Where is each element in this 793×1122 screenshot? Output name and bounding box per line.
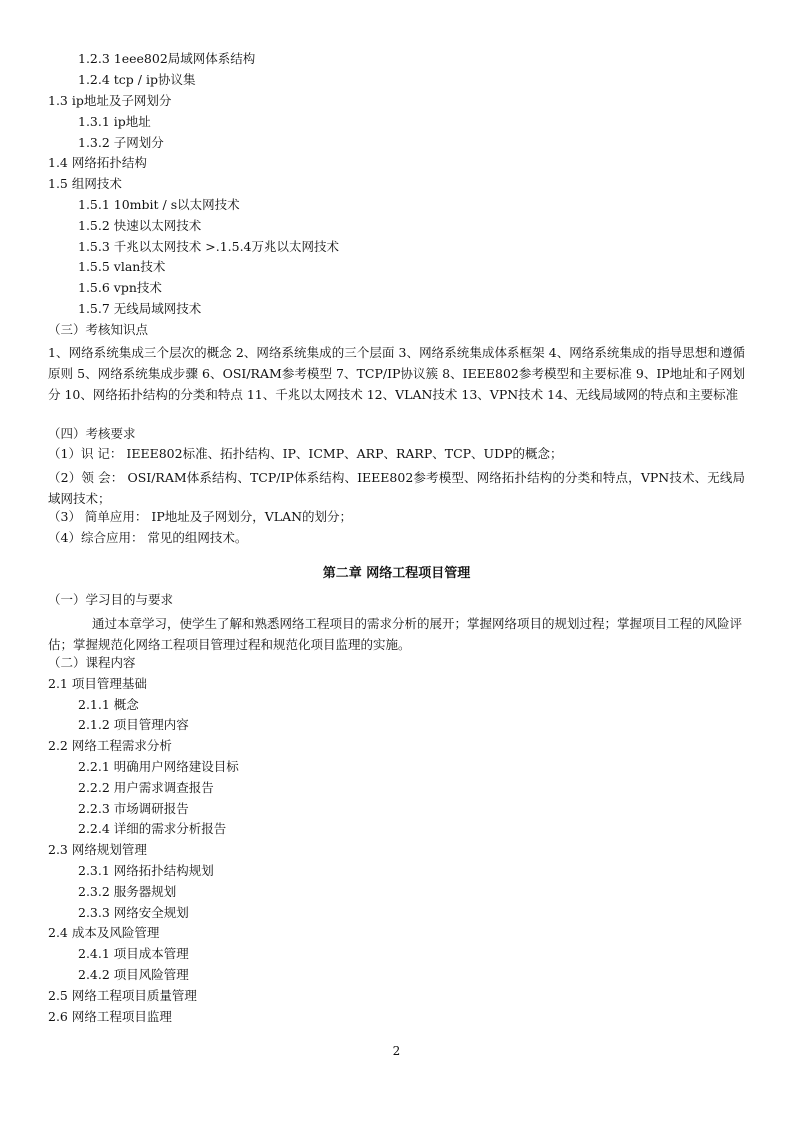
toc-item-2-5: 2.5 网络工程项目质量管理 <box>48 988 197 1003</box>
knowledge-heading: （三）考核知识点 <box>48 322 149 337</box>
toc-item-2-3-1: 2.3.1 网络拓扑结构规划 <box>78 863 214 878</box>
toc-item-1-5-5: 1.5.5 vlan技术 <box>78 259 166 274</box>
toc-item-2-2-1: 2.2.1 明确用户网络建设目标 <box>78 759 239 774</box>
page-number: 2 <box>392 1044 401 1058</box>
toc-item-2-2-4: 2.2.4 详细的需求分析报告 <box>78 821 227 836</box>
toc-item-1-5-6: 1.5.6 vpn技术 <box>78 280 162 295</box>
toc-item-1-5-7: 1.5.7 无线局域网技术 <box>78 301 202 316</box>
requirements-heading: （四）考核要求 <box>48 426 136 441</box>
toc-item-2-1-1: 2.1.1 概念 <box>78 697 139 712</box>
requirement-memorize: （1）识 记： IEEE802标准、拓扑结构、IP、ICMP、ARP、RARP、TCP、UDP的概念； <box>48 446 563 461</box>
toc-item-1-2-4: 1.2.4 tcp / ip协议集 <box>78 72 196 87</box>
toc-item-2-1: 2.1 项目管理基础 <box>48 676 147 691</box>
toc-item-2-3: 2.3 网络规划管理 <box>48 842 147 857</box>
toc-item-2-4-2: 2.4.2 项目风险管理 <box>78 967 189 982</box>
purpose-paragraph: 通过本章学习，使学生了解和熟悉网络工程项目的需求分析的展开；掌握网络项目的规划过程；掌握项目工程的风险评估；掌握规范化网络工程项目管理过程和规范化项目监理的实施。 <box>48 616 743 652</box>
chapter-2-title: 第二章 网络工程项目管理 <box>322 566 471 581</box>
toc-item-2-1-2: 2.1.2 项目管理内容 <box>78 717 189 732</box>
toc-item-1-5: 1.5 组网技术 <box>48 176 122 191</box>
toc-item-1-5-1: 1.5.1 10mbit / s以太网技术 <box>78 197 240 212</box>
toc-item-1-4: 1.4 网络拓扑结构 <box>48 155 147 170</box>
toc-item-2-2-2: 2.2.2 用户需求调查报告 <box>78 780 214 795</box>
purpose-heading: （一）学习目的与要求 <box>48 592 174 607</box>
toc-item-2-2-3: 2.2.3 市场调研报告 <box>78 801 189 816</box>
requirement-comprehensive-application: （4）综合应用： 常见的组网技术。 <box>48 530 248 545</box>
toc-item-2-6: 2.6 网络工程项目监理 <box>48 1009 172 1024</box>
toc-item-1-5-2: 1.5.2 快速以太网技术 <box>78 218 202 233</box>
toc-item-2-4: 2.4 成本及风险管理 <box>48 925 160 940</box>
toc-item-1-3-2: 1.3.2 子网划分 <box>78 135 164 150</box>
toc-item-1-3-1: 1.3.1 ip地址 <box>78 114 151 129</box>
toc-item-1-5-3: 1.5.3 千兆以太网技术 >.1.5.4万兆以太网技术 <box>78 239 340 254</box>
knowledge-points-paragraph: 1、网络系统集成三个层次的概念 2、网络系统集成的三个层面 3、网络系统集成体系框架 4、网络系统集成的指导思想和遵循原则 5、网络系统集成步骤 6、OSI/RAM参考模型 7、TCP/IP协议簇 8、IEEE802参考模型和主要标准 9、IP地址和子网划分 10、网络拓扑结构的分类和特点 11、千兆以太网技术 12、VLAN技术 13、VPN技术 14、无线局域网的特点和主要标准 <box>48 345 745 402</box>
toc-item-1-2-3: 1.2.3 1eee802局域网体系结构 <box>78 51 256 66</box>
content-heading: （二）课程内容 <box>48 655 136 670</box>
toc-item-2-4-1: 2.4.1 项目成本管理 <box>78 946 189 961</box>
toc-item-2-3-2: 2.3.2 服务器规划 <box>78 884 177 899</box>
toc-item-2-3-3: 2.3.3 网络安全规划 <box>78 905 189 920</box>
requirement-understand: （2）领 会： OSI/RAM体系结构、TCP/IP体系结构、IEEE802参考模型、网络拓扑结构的分类和特点，VPN技术、无线局域网技术； <box>48 470 745 506</box>
requirement-simple-application: （3） 简单应用： IP地址及子网划分，VLAN的划分； <box>48 509 353 524</box>
toc-item-1-3: 1.3 ip地址及子网划分 <box>48 93 172 108</box>
toc-item-2-2: 2.2 网络工程需求分析 <box>48 738 172 753</box>
